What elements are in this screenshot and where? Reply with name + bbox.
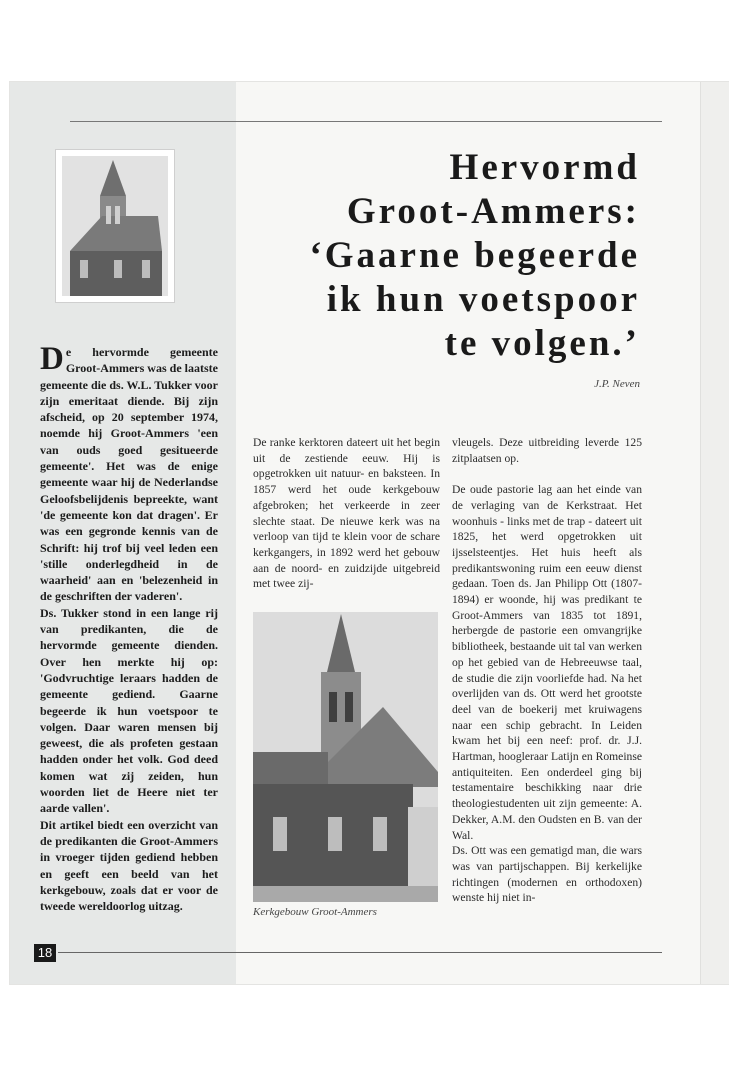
church-photo-small (56, 150, 174, 302)
body-paragraph: Ds. Ott was een gematigd man, die wars was van partijschappen. Bij kerkelijke richtingen (modernen en orthodoxen) wenste hij niet in- (452, 844, 642, 905)
intro-text (40, 341, 218, 914)
author-byline: J.P. Neven (594, 378, 640, 390)
body-column-2 (253, 435, 440, 592)
article-title (220, 146, 640, 366)
body-column-3 (452, 435, 642, 906)
drop-cap: D (40, 341, 64, 377)
church-photo-main (253, 612, 438, 902)
body-paragraph: De ranke kerktoren dateert uit het begin uit de zestiende eeuw. Hij is opgetrokken uit natuur- en baksteen. In 1857 werd het oude kerkgebouw afgebroken; het verkeerde in zeer slechte staat. De nieuwe kerk was na verloop van tijd te klein voor de schare kerkgangers, in 1892 werd het gebouw aan de noord- en zuidzijde uitgebreid met twee zij- (253, 436, 440, 591)
body-paragraph: De oude pastorie lag aan het einde van de verlaging van de Kerkstraat. Het woonhuis - links met de trap - dateert uit 1825, het werd opgetrokken uit ijsselsteentjes. Het huis heeft als predikantswoning ruim een eeuw dienst gedaan. Toen ds. Jan Philipp Ott (1807-1894) er woonde, hij was predikant te Groot-Ammers van 1835 tot 1891, herbergde de pastorie een omvangrijke bibliotheek, bestaande uit tal van werken op het gebied van de Hebreeuwse taal, de studie die zijn voorliefde had. Na het overlijden van ds. Ott werd het grootste deel van de boekerij met kruiwagens naar een schip gebracht. In Leiden kwam het bij een neef: prof. dr. J.J. Hartman, hoogleraar Latijn en Romeinse antiquiteiten. Een onderdeel ging bij testamentaire beschikking naar drie theologiestudenten uit zijn gemeente: A. Dekker, A.M. den Oudsten en B. van der Wal. (452, 483, 642, 842)
title-line: Hervormd (449, 147, 640, 188)
photo-caption: Kerkgebouw Groot-Ammers (253, 906, 377, 918)
page-spine (700, 82, 729, 984)
intro-paragraph: Dit artikel biedt een overzicht van de predikanten die Groot-Ammers in vroeger tijden gediend hebben en geeft een beeld van het kerkgebouw, zoals dat er voor de tweede wereldoorlog uitzag. (40, 817, 218, 914)
title-line: Groot-Ammers: (346, 191, 640, 232)
title-line: ‘Gaarne begeerde (309, 235, 640, 276)
page-number: 18 (34, 944, 56, 962)
intro-paragraph: Ds. Tukker stond in een lange rij van predikanten, die de hervormde gemeente dienden. Over hen merkte hij op: 'Godvruchtige leraars hadden de gemeente gediend. Gaarne begeerde ik hun voetspoor te volgen. Daar waren mensen bij geweest, die als profeten gestaan hadden onder het volk. God deed komen wat zij zeiden, hun woorden liet de Heere niet ter aarde vallen'. (40, 605, 218, 816)
title-line: ik hun voetspoor (326, 279, 640, 320)
title-line: te volgen.’ (444, 323, 640, 364)
bottom-rule (58, 952, 662, 953)
intro-paragraph (40, 341, 218, 605)
intro-paragraph-text: e hervormde gemeente Groot-Ammers was de laatste gemeente die ds. W.L. Tukker voor zijn emeritaat diende. Bij zijn afscheid, op 20 september 1974, noemde hij Groot-Ammers 'een van ouds goed gesitueerde gemeente'. Het was de enige gemeente waar hij de Nederlandse Geloofsbelijdenis bepreekte, want 'de gemeente kon dat dragen'. Er was een gegronde kennis van de Schrift: hij trof bij veel leden een 'stille onderlegdheid in de waarheid' aan en 'belezenheid in de geschriften der vaderen'. (40, 345, 218, 604)
body-paragraph: vleugels. Deze uitbreiding leverde 125 zitplaatsen op. (452, 436, 642, 465)
top-rule (70, 121, 662, 122)
